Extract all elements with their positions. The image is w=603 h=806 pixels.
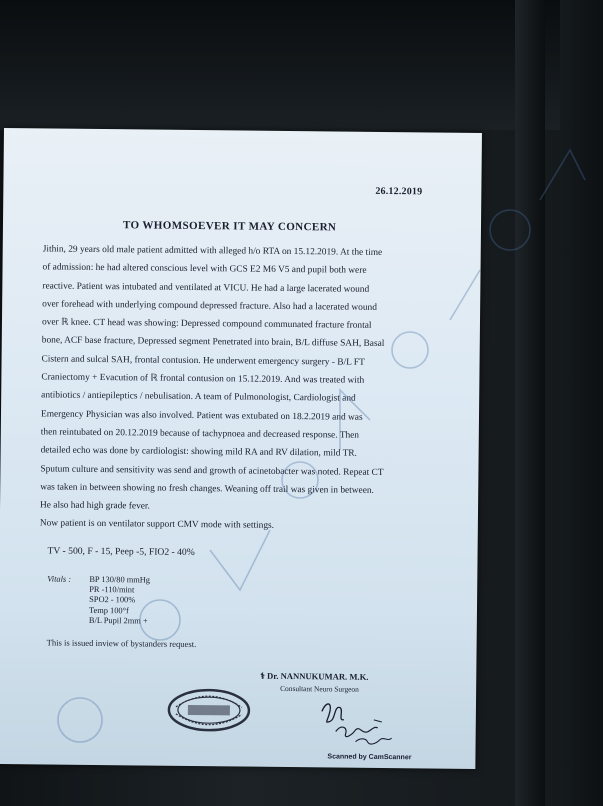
- vital-pr: PR -110/mint: [89, 585, 135, 595]
- body-line: detailed echo was done by cardiologist: showing mild RA and RV dilation, mild TR.: [40, 445, 357, 459]
- vital-spo2: SPO2 - 100%: [89, 595, 136, 605]
- body-line: Craniectomy + Evacution of ℝ frontal contusion on 15.12.2019. And was treated with: [41, 372, 365, 386]
- body-line: reactive. Patient was intubated and ventilated at VICU. He had a large lacerated wound: [42, 281, 370, 295]
- vitals-list: [89, 575, 150, 627]
- vital-pupil: B/L Pupil 2mm +: [88, 615, 148, 626]
- doctor-name-text: Dr. NANNUKUMAR. M.K.: [267, 670, 369, 682]
- doctor-signature: [316, 697, 397, 748]
- vitals-label: Vitals :: [47, 574, 72, 584]
- background-edge-far: [560, 0, 603, 806]
- background-edge: [515, 0, 545, 806]
- body-line: Cistern and sulcal SAH, frontal contusion. He underwent emergency surgery - B/L FT: [41, 354, 365, 368]
- closing-statement: This is issued inview of bystanders request.: [46, 637, 197, 650]
- vital-temp: Temp 100°f: [89, 605, 129, 615]
- body-line: Sputum culture and sensitivity was send and growth of acinetobacter was noted. Repeat CT: [40, 463, 384, 478]
- letter-date: 26.12.2019: [375, 185, 423, 198]
- hospital-stamp: [166, 687, 252, 734]
- body-line: Jithin, 29 years old male patient admitted with alleged h/o RTA on 15.12.2019. At the time: [42, 244, 383, 258]
- letter-title: TO WHOMSOEVER IT MAY CONCERN: [122, 219, 337, 234]
- body-line: then reintubated on 20.12.2019 because of tachypnoea and decreased response. Then: [40, 427, 360, 441]
- body-line: antibiotics / antiepileptics / nebulisation. A team of Pulmonologist, Cardiologist and: [41, 390, 356, 405]
- caduceus-icon: ⚕: [260, 670, 268, 681]
- body-line: Emergency Physician was also involved. Patient was extubated on 18.2.2019 and was: [40, 409, 363, 423]
- doctor-name: [260, 671, 368, 683]
- vital-bp: BP 130/80 mmHg: [89, 574, 151, 585]
- body-line: Now patient is on ventilator support CMV mode with settings.: [39, 518, 275, 532]
- scanner-footer: Scanned by CamScanner: [327, 753, 412, 762]
- body-line: of admission: he had altered conscious level with GCS E2 M6 V5 and pupil both were: [42, 262, 367, 277]
- ventilator-settings: TV - 500, F - 15, Peep -5, FIO2 - 40%: [47, 545, 195, 559]
- vitals-block: [47, 574, 150, 626]
- body-line: bone, ACF base fracture, Depressed segment Penetrated into brain, B/L diffuse SAH, Basal: [41, 335, 385, 350]
- letter-paper: [0, 128, 482, 769]
- body-line: He also had high grade fever.: [39, 500, 150, 512]
- letter-body: [40, 240, 467, 537]
- doctor-title: Consultant Neuro Surgeon: [280, 683, 359, 694]
- background-top-shadow: [0, 0, 603, 130]
- body-line: was taken in between showing no fresh changes. Weaning off trail was given in between.: [40, 482, 374, 496]
- body-line: over ℝ knee. CT head was showing: Depressed compound communated fracture frontal: [41, 317, 372, 332]
- body-line: over forehead with underlying compound depressed fracture. Also had a lacerated wound: [42, 299, 377, 313]
